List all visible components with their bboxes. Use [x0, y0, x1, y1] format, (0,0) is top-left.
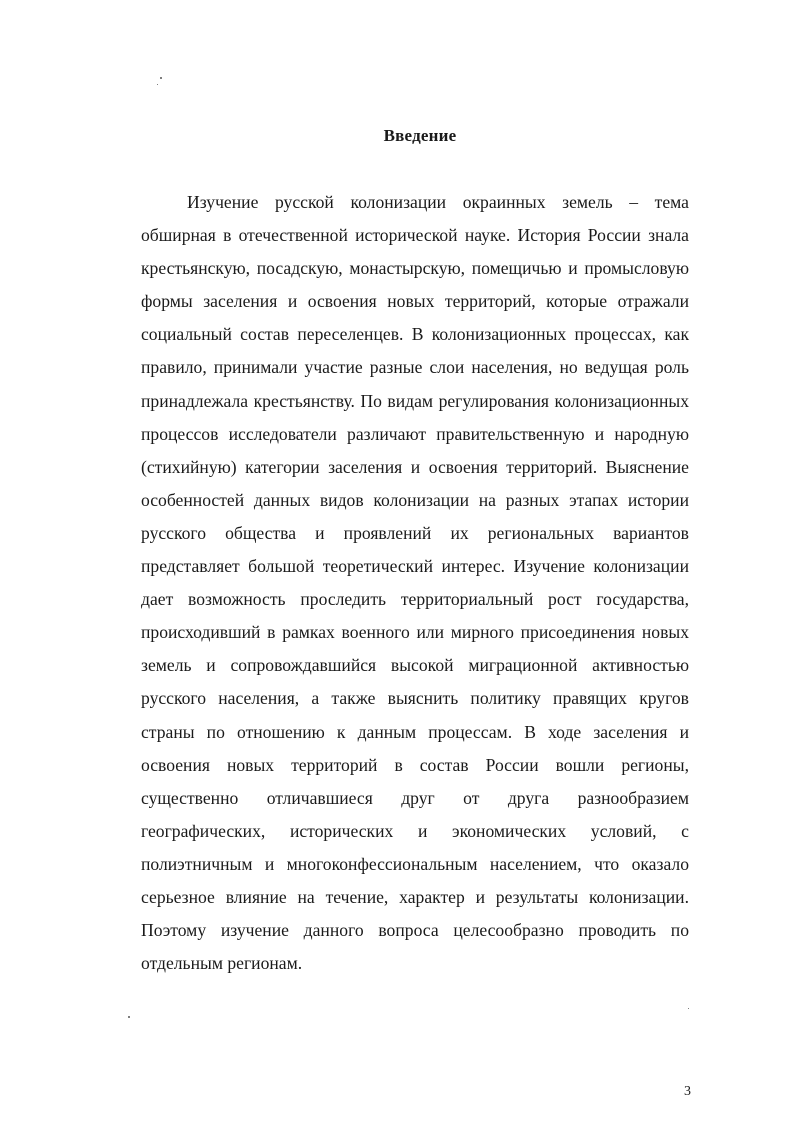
scan-speck [128, 1016, 130, 1018]
scan-speck [160, 77, 162, 79]
body-paragraph: Изучение русской колонизации окраинных земель – тема обширная в отечественной исторической науке. История России знала крестьянскую, посадскую, монастырскую, помещичью и промысловую формы заселения и освоения новых территорий, которые отражали социальный состав переселенцев. В колонизационных процессах, как правило, принимали участие разные слои населения, но ведущая роль принадлежала крестьянству. По видам регулирования колонизационных процессов исследователи различают правительственную и народную (стихийную) категории заселения и освоения территорий. Выяснение особенностей данных видов колонизации на разных этапах истории русского общества и проявлений их региональных вариантов представляет большой теоретический интерес. Изучение колонизации дает возможность проследить территориальный рост государства, происходивший в рамках военного или мирного присоединения новых земель и сопровождавшийся высокой миграционной активностью русского населения, а также выяснить политику правящих кругов страны по отношению к данным процессам. В ходе заселения и освоения новых территорий в состав России вошли регионы, существенно отличавшиеся друг от друга разнообразием географических, исторических и экономических условий, с полиэтничным и многоконфессиональным населением, что оказало серьезное влияние на течение, характер и результаты колонизации. Поэтому изучение данного вопроса целесообразно проводить по отдельным регионам. [141, 192, 689, 974]
section-heading: Введение [383, 126, 457, 145]
page-number: 3 [684, 1084, 691, 1099]
scan-speck [688, 1008, 689, 1009]
scan-speck [157, 84, 158, 85]
